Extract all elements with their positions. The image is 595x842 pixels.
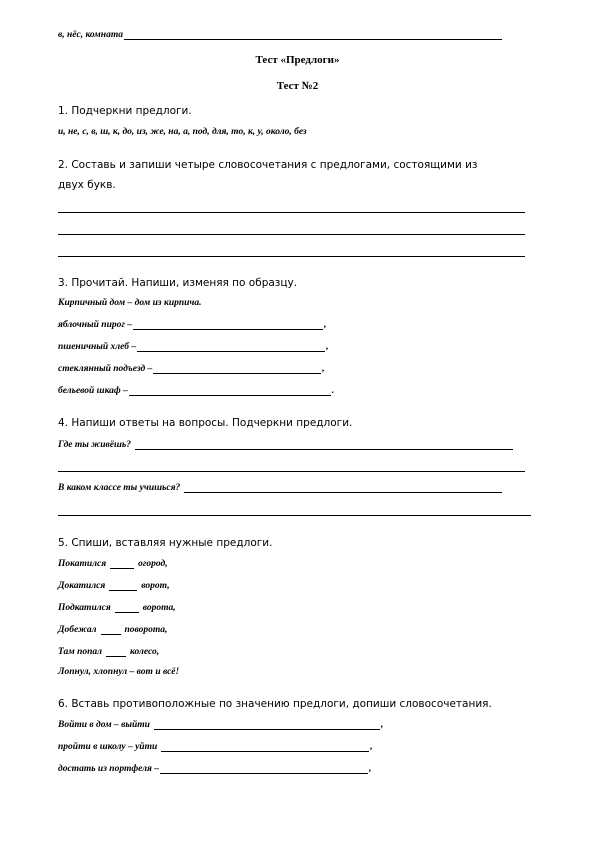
task5-line-end: огород,	[138, 559, 168, 569]
task6-item	[58, 720, 383, 730]
answer-line	[133, 320, 323, 330]
answer-line	[58, 471, 525, 472]
task3-item-text: бельевой шкаф –	[58, 386, 128, 396]
task5-line	[58, 647, 159, 657]
task3-example: Кирпичный дом – дом из кирпича.	[58, 298, 202, 308]
task6-item-text: достать из портфеля –	[58, 764, 160, 774]
blank	[115, 603, 139, 613]
task5-heading: 5. Спиши, вставляя нужные предлоги.	[58, 537, 273, 549]
task1-words: и, не, с, в, ш, к, до, из, же, на, а, под, для, то, к, у, около, без	[58, 127, 307, 137]
task2-heading-line2: двух букв.	[58, 179, 116, 191]
task5-line	[58, 581, 170, 591]
task5-line-end: ворот,	[141, 581, 170, 591]
task4-question-text: Где ты живёшь?	[58, 440, 132, 450]
page-title: Тест «Предлоги»	[255, 54, 340, 66]
task3-item	[58, 320, 326, 330]
task5-line	[58, 625, 167, 635]
task3-item	[58, 342, 328, 352]
task5-line-end: поворота,	[124, 625, 168, 635]
task3-item-text: стеклянный подъезд –	[58, 364, 153, 374]
task3-item-end: ,	[326, 342, 329, 352]
task4-question	[58, 440, 514, 450]
blank	[109, 581, 137, 591]
answer-line	[161, 742, 369, 752]
task3-item-end: ,	[322, 364, 325, 374]
task5-line-end: ворота,	[142, 603, 176, 613]
task2-heading-line1: 2. Составь и запиши четыре словосочетания с предлогами, состоящими из	[58, 159, 478, 171]
answer-line	[124, 30, 502, 40]
answer-line	[58, 515, 531, 516]
task6-item-text: Войти в дом – выйти	[58, 720, 150, 730]
task6-item	[58, 742, 373, 752]
answer-line	[58, 212, 525, 213]
task6-item-text: пройти в школу – уйти	[58, 742, 158, 752]
answer-line	[58, 234, 525, 235]
task5-line-end: колесо,	[130, 647, 160, 657]
task5-line-start: Докатился	[58, 581, 106, 591]
answer-line	[137, 342, 325, 352]
task5-line-start: Там попал	[58, 647, 103, 657]
task3-item	[58, 364, 325, 374]
blank	[101, 625, 121, 635]
task5-line-start: Покатился	[58, 559, 107, 569]
task4-question	[58, 483, 503, 493]
task4-heading: 4. Напиши ответы на вопросы. Подчеркни предлоги.	[58, 417, 353, 429]
task3-item-text: яблочный пирог –	[58, 320, 132, 330]
task1-heading: 1. Подчеркни предлоги.	[58, 105, 192, 117]
task5-line-start: Добежал	[58, 625, 97, 635]
task3-item-end: .	[331, 386, 335, 396]
task6-item-end: ,	[380, 720, 384, 730]
task5-line-start: Подкатился	[58, 603, 111, 613]
task6-item-end: ,	[370, 742, 373, 752]
task3-heading: 3. Прочитай. Напиши, изменяя по образцу.	[58, 277, 298, 289]
answer-line	[129, 386, 331, 396]
top-line-text: в, нёс, комната	[58, 30, 123, 40]
task3-item	[58, 386, 334, 396]
task5-line	[58, 603, 176, 613]
task6-item	[58, 764, 371, 774]
page-subtitle: Тест №2	[276, 80, 319, 92]
task5-line	[58, 559, 168, 569]
answer-line	[154, 720, 380, 730]
task4-question-text: В каком классе ты учишься?	[58, 483, 181, 493]
answer-line	[153, 364, 321, 374]
task3-item-text: пшеничный хлеб –	[58, 342, 137, 352]
task6-heading: 6. Вставь противоположные по значению предлоги, допиши словосочетания.	[58, 698, 492, 710]
task5-line-final: Лопнул, хлопнул – вот и всё!	[58, 667, 180, 677]
answer-line	[160, 764, 368, 774]
task6-item-end: ,	[369, 764, 372, 774]
blank	[110, 559, 134, 569]
answer-line	[184, 483, 502, 493]
task3-item-end: ,	[324, 320, 327, 330]
answer-line	[58, 256, 525, 257]
top-line	[58, 30, 503, 40]
blank	[106, 647, 126, 657]
answer-line	[135, 440, 513, 450]
